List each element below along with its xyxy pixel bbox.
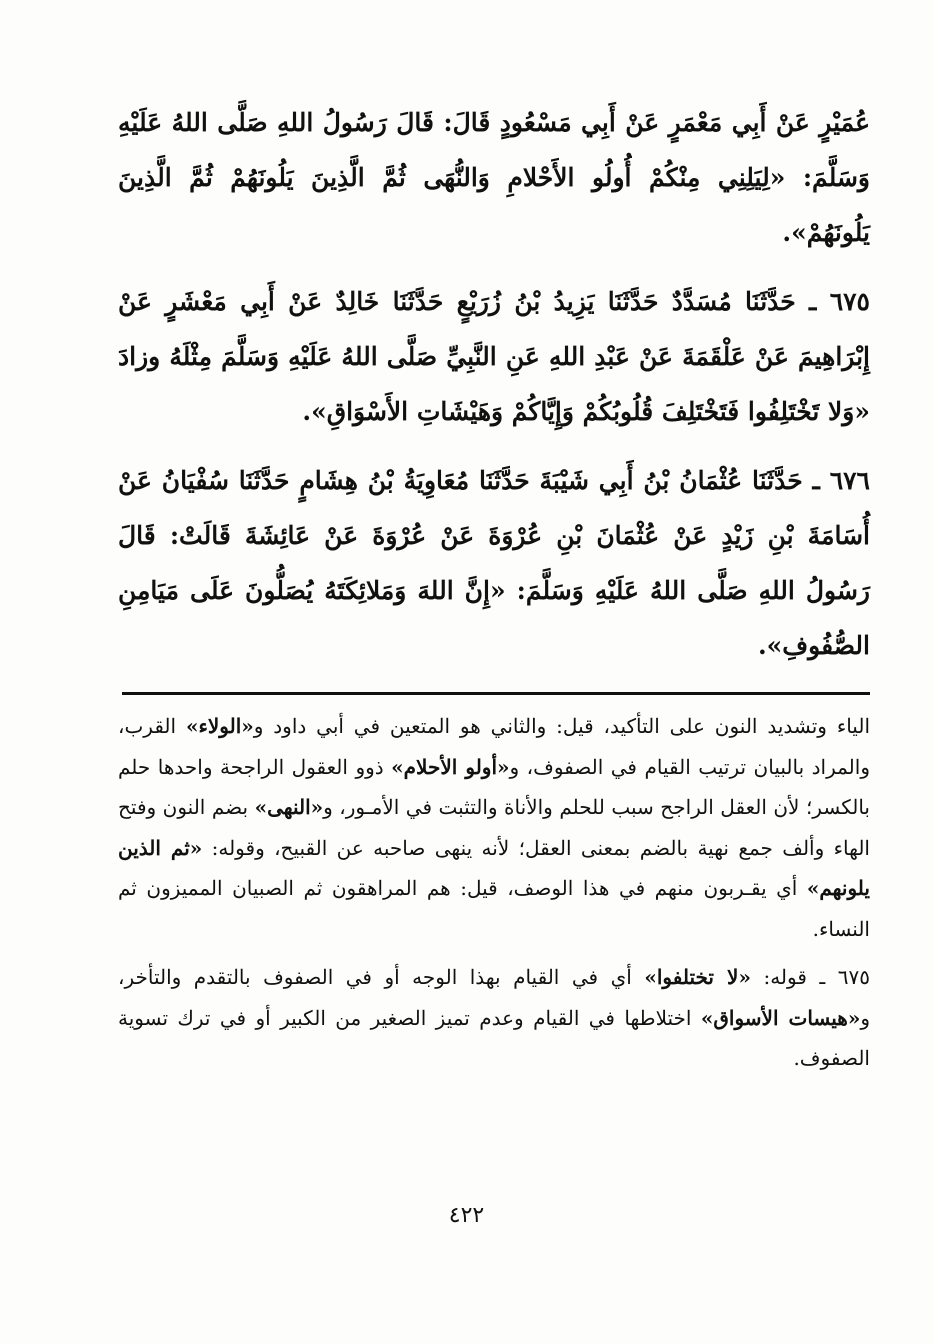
commentary-text: الياء وتشديد النون على التأكيد، قيل: والثاني هو المتعين في أبي داود و: [253, 714, 870, 738]
footnote-divider: [122, 692, 870, 695]
commentary-term: «أولو الأحلام»: [391, 754, 510, 779]
commentary: [118, 706, 870, 1087]
commentary-text: ٦٧٥ ـ قوله:: [750, 965, 871, 989]
commentary-term: «النهى»: [254, 795, 324, 819]
commentary-text: بضم النون وفتح الهاء وألف جمع نهية بالضم بمعنى العقل؛ لأنه ينهى صاحبه عن القبيح، وقوله:: [118, 795, 870, 860]
main-text: [118, 95, 870, 687]
commentary-text: أي يقـربون منهم في هذا الوصف، قيل: هم المراهقون ثم الصبيان المميزون ثم النساء.: [118, 876, 870, 941]
commentary-text: ذوو العقول الراجحة واحدها حلم بالكسر؛ لأن العقل الراجح سبب للحلم والأناة والتثبت في الأمـور، و: [118, 754, 870, 819]
commentary-paragraph: [118, 706, 870, 949]
hadith-675: ٦٧٥ ـ حَدَّثَنَا مُسَدَّدٌ حَدَّثَنَا يَزِيدُ بْنُ زُرَيْعٍ حَدَّثَنَا خَالِدٌ عَنْ أَبِي مَعْشَرٍ عَنْ إِبْرَاهِيمَ عَنْ عَلْقَمَةَ عَنْ عَبْدِ اللهِ عَنِ النَّبِيِّ صَلَّى اللهُ عَلَيْهِ وَسَلَّمَ مِثْلَهُ وزادَ «وَلا تَخْتَلِفُوا فَتَخْتَلِفَ قُلُوبُكُمْ وَإِيَّاكُمْ وَهَيْشَاتِ الأَسْوَاقِ».: [118, 287, 870, 426]
commentary-term: «هيسات الأسواق»: [700, 1005, 861, 1030]
hadith-676: ٦٧٦ ـ حَدَّثَنَا عُثْمَانُ بْنُ أَبِي شَيْبَةَ حَدَّثَنَا مُعَاوِيَةُ بْنُ هِشَامٍ حَدَّثَنَا سُفْيَانُ عَنْ أُسَامَةَ بْنِ زَيْدٍ عَنْ عُثْمَانَ بْنِ عُرْوَةَ عَنْ عُرْوَةَ عَنْ عَائِشَةَ قَالَتْ: قَالَ رَسُولُ اللهِ صَلَّى اللهُ عَلَيْهِ وَسَلَّمَ: «إِنَّ اللهَ وَمَلائِكَتَهُ يُصَلُّونَ عَلَى مَيَامِنِ الصُّفُوفِ».: [118, 466, 870, 660]
page-number: ٤٢٢: [448, 1203, 485, 1228]
commentary-text: اختلاطها في القيام وعدم تميز الصغير من الكبير أو في ترك تسوية الصفوف.: [118, 1005, 870, 1070]
commentary-paragraph: [118, 957, 870, 1079]
commentary-term: «لا تختلفوا»: [644, 965, 751, 989]
commentary-text: القرب، والمراد بالبيان ترتيب القيام في الصفوف، و: [118, 714, 870, 779]
hadith-674-end: عُمَيْرٍ عَنْ أَبِي مَعْمَرٍ عَنْ أَبِي مَسْعُودٍ قَالَ: قَالَ رَسُولُ اللهِ صَلَّى اللهُ عَلَيْهِ وَسَلَّمَ: «لِيَلِنِي مِنْكُمْ أُولُو الأَحْلامِ وَالنُّهَى ثُمَّ الَّذِينَ يَلُونَهُمْ ثُمَّ الَّذِينَ يَلُونَهُمْ».: [118, 108, 870, 247]
commentary-text: أي في القيام بهذا الوجه أو في الصفوف بالتقدم والتأخر، و: [118, 965, 871, 1030]
commentary-term: «الولاء»: [185, 714, 254, 738]
commentary-term: «ثم الذين يلونهم»: [118, 835, 870, 900]
